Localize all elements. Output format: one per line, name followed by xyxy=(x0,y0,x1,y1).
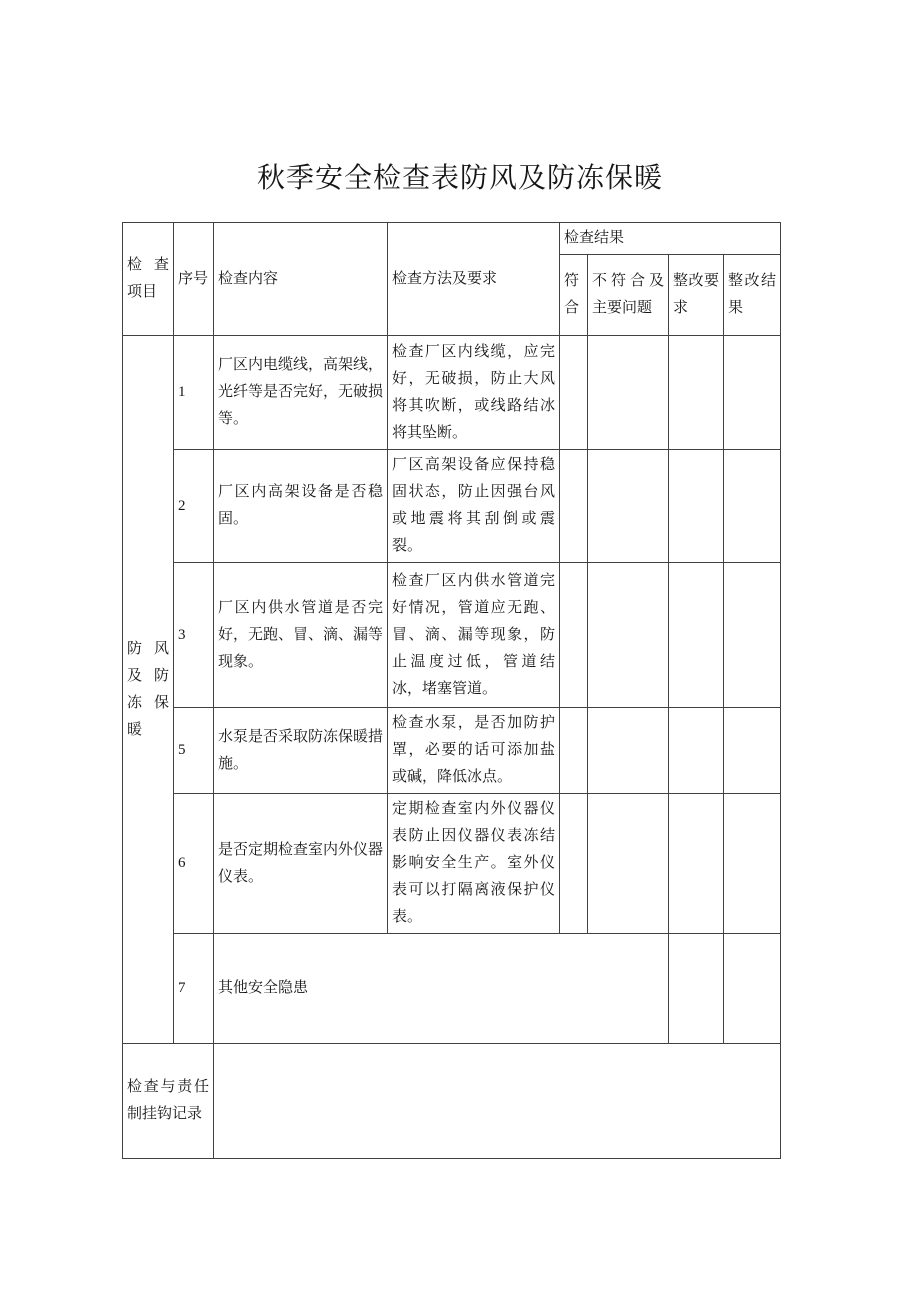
rectify-res-cell xyxy=(724,794,781,934)
content-cell: 水泵是否采取防冻保暖措施。 xyxy=(214,708,388,794)
rectify-req-cell xyxy=(669,934,724,1044)
content-merged-cell: 其他安全隐患 xyxy=(214,934,669,1044)
no-cell: 2 xyxy=(174,450,214,563)
header-item: 检查项目 xyxy=(123,223,174,336)
content-cell: 厂区内供水管道是否完好，无跑、冒、滴、漏等现象。 xyxy=(214,563,388,708)
table-row xyxy=(123,934,781,1044)
footer-label-cell: 检查与责任制挂钩记录 xyxy=(123,1044,214,1159)
footer-record-cell xyxy=(214,1044,781,1159)
method-cell: 厂区高架设备应保持稳固状态，防止因强台风或地震将其刮倒或震裂。 xyxy=(388,450,560,563)
page-title: 秋季安全检查表防风及防冻保暖 xyxy=(256,163,663,194)
rectify-req-cell xyxy=(669,450,724,563)
table-row xyxy=(123,450,781,563)
rectify-res-cell xyxy=(724,563,781,708)
rectify-res-cell xyxy=(724,336,781,450)
header-rectify-req: 整改要求 xyxy=(669,255,724,336)
category-cell: 防风及防冻保暖 xyxy=(123,336,174,1044)
nonconform-cell xyxy=(588,563,669,708)
header-content: 检查内容 xyxy=(214,223,388,336)
conform-cell xyxy=(560,794,588,934)
header-method: 检查方法及要求 xyxy=(388,223,560,336)
content-cell: 是否定期检查室内外仪器仪表。 xyxy=(214,794,388,934)
table-row xyxy=(123,708,781,794)
method-cell: 检查厂区内供水管道完好情况，管道应无跑、冒、滴、漏等现象，防止温度过低，管道结冰，堵塞管道。 xyxy=(388,563,560,708)
conform-cell xyxy=(560,336,588,450)
header-row-top xyxy=(123,223,781,255)
footer-row xyxy=(123,1044,781,1159)
conform-cell xyxy=(560,563,588,708)
header-rectify-res: 整改结果 xyxy=(724,255,781,336)
table-row xyxy=(123,336,781,450)
no-cell: 6 xyxy=(174,794,214,934)
no-cell: 5 xyxy=(174,708,214,794)
rectify-res-cell xyxy=(724,934,781,1044)
nonconform-cell xyxy=(588,336,669,450)
rectify-res-cell xyxy=(724,708,781,794)
nonconform-cell xyxy=(588,450,669,563)
no-cell: 1 xyxy=(174,336,214,450)
content-cell: 厂区内电缆线，高架线，光纤等是否完好，无破损等。 xyxy=(214,336,388,450)
method-cell: 检查厂区内线缆，应完好，无破损，防止大风将其吹断，或线路结冰将其坠断。 xyxy=(388,336,560,450)
no-cell: 7 xyxy=(174,934,214,1044)
no-cell: 3 xyxy=(174,563,214,708)
header-no: 序号 xyxy=(174,223,214,336)
table-row xyxy=(123,563,781,708)
conform-cell xyxy=(560,450,588,563)
header-result: 检查结果 xyxy=(560,223,781,255)
rectify-req-cell xyxy=(669,708,724,794)
method-cell: 检查水泵，是否加防护罩，必要的话可添加盐或碱，降低冰点。 xyxy=(388,708,560,794)
table-row xyxy=(123,794,781,934)
header-conform: 符合 xyxy=(560,255,588,336)
rectify-req-cell xyxy=(669,336,724,450)
method-cell: 定期检查室内外仪器仪表防止因仪器仪表冻结影响安全生产。室外仪表可以打隔离液保护仪表。 xyxy=(388,794,560,934)
rectify-res-cell xyxy=(724,450,781,563)
rectify-req-cell xyxy=(669,794,724,934)
nonconform-cell xyxy=(588,794,669,934)
header-nonconform: 不符合及主要问题 xyxy=(588,255,669,336)
nonconform-cell xyxy=(588,708,669,794)
content-cell: 厂区内高架设备是否稳固。 xyxy=(214,450,388,563)
inspection-table xyxy=(122,222,781,1159)
conform-cell xyxy=(560,708,588,794)
rectify-req-cell xyxy=(669,563,724,708)
